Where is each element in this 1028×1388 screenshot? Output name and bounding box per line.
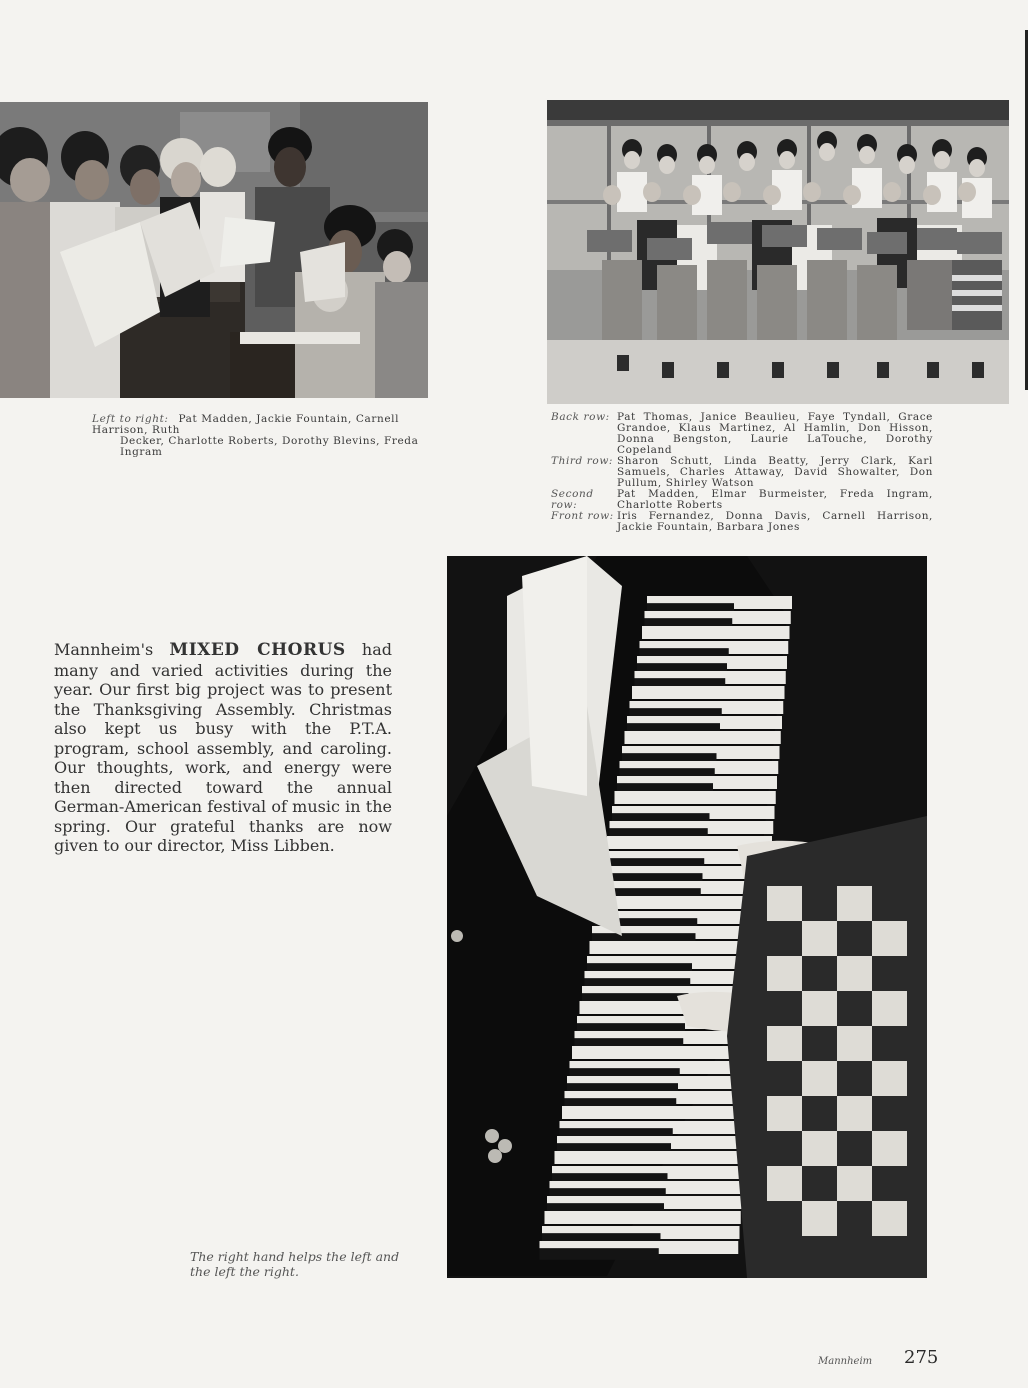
photo-piano-hands-image [447,556,927,1278]
caption-row-front [551,511,933,533]
black-key [540,1248,659,1260]
caption-left-photo [92,414,426,458]
white-key [615,791,776,804]
caption-row-names: Pat Thomas, Janice Beaulieu, Faye Tyndall, Grace Grandoe, Klaus Martinez, Al Hamlin, Don Hisson, Donna Bengston, Laurie LaTouche, Dorothy Copeland [617,411,933,456]
photo-piano-hands [447,556,927,1278]
photo-chorus-at-piano-image [0,102,428,398]
caption-lead: Left to right: [92,413,169,425]
caption-row-lead: Third row: [551,455,614,467]
white-key [625,731,781,744]
caption-names-line1: Pat Madden, Jackie Fountain, Carnell Harrison, Ruth [92,413,400,436]
white-key [632,686,785,699]
photo-chorus-group [547,100,1009,404]
caption-piano-line2: the left the right. [190,1264,299,1279]
caption-row-names: Pat Madden, Elmar Burmeister, Freda Ingram, Charlotte Roberts [617,488,933,511]
body-highlight: MIXED CHORUS [169,640,346,660]
caption-row-names: Sharon Schutt, Linda Beatty, Jerry Clark, Karl Samuels, Charles Attaway, David Showalter, Don Pullum, Shirley Watson [617,455,933,489]
caption-names-line2: Decker, Charlotte Roberts, Dorothy Blevins, Freda Ingram [120,435,419,458]
caption-row-third [551,456,933,489]
caption-row-lead: Back row: [551,411,610,423]
footer-school-name: Mannheim [818,1356,873,1367]
caption-piano-photo [190,1249,420,1279]
white-key [555,1151,746,1164]
white-key [572,1046,755,1059]
caption-piano-line1: The right hand helps the left and [190,1249,400,1264]
white-key [642,626,790,639]
body-prefix: Mannheim's [54,640,154,659]
caption-row-lead: Front row: [551,510,614,522]
photo-chorus-group-image [547,100,1009,404]
page-number: 275 [904,1347,939,1368]
body-paragraph [54,640,392,856]
caption-row-lead: Second row: [551,488,594,511]
caption-row-second [551,489,933,511]
caption-row-names: Iris Fernandez, Donna Davis, Carnell Harrison, Jackie Fountain, Barbara Jones [617,510,933,533]
white-key [562,1106,750,1119]
white-key [545,1211,741,1224]
photo-chorus-at-piano [0,102,428,398]
caption-row-back [551,412,933,456]
body-text: had many and varied activities during the year. Our first big project was to present the Thanksgiving Assembly. Christmas also kept us busy with the P.T.A. program, school assembly, and caroling. Our thoughts, work, and energy were then directed toward the annual German-American festival of music in the spring. Our grateful thanks are now given to our director, Miss Libben. [54,640,392,855]
caption-right-photo [551,412,933,533]
